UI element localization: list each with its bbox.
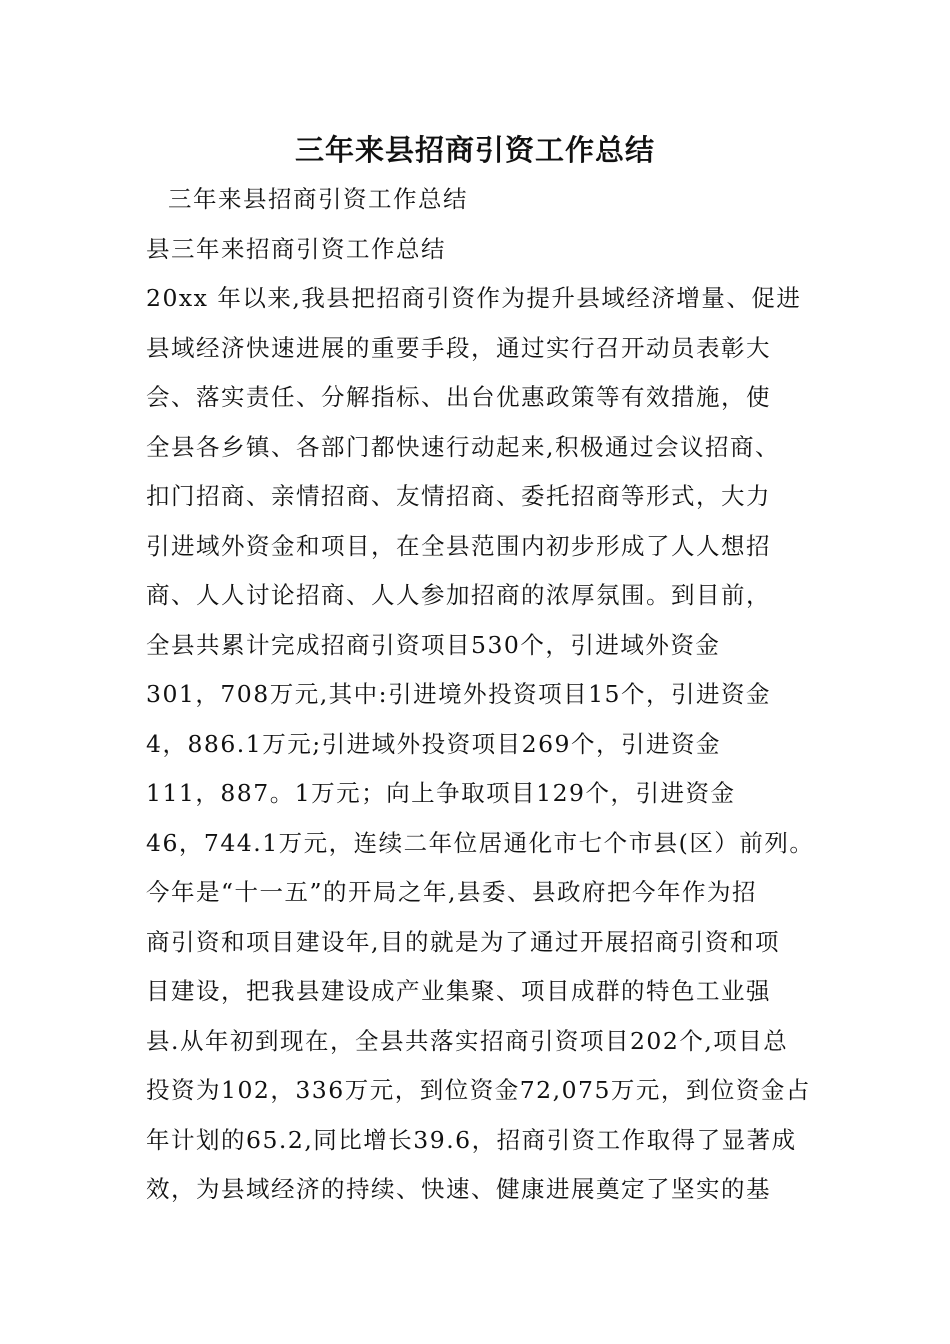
paragraph-line: 20xx 年以来,我县把招商引资作为提升县域经济增量、促进	[146, 284, 802, 312]
paragraph-line: 县.从年初到现在，全县共落实招商引资项目202个,项目总	[146, 1026, 789, 1055]
heading-line: 县三年来招商引资工作总结	[146, 234, 446, 263]
paragraph-line: 301，708万元,其中:引进境外投资项目15个，引进资金	[146, 680, 771, 708]
paragraph-line: 今年是“十一五”的开局之年,县委、县政府把今年作为招	[146, 878, 757, 906]
paragraph-line: 会、落实责任、分解指标、出台优惠政策等有效措施，使	[146, 383, 771, 411]
paragraph-line: 111，887。1万元；向上争取项目129个，引进资金	[146, 779, 736, 807]
paragraph-line: 年计划的65.2,同比增长39.6，招商引资工作取得了显著成	[146, 1125, 797, 1154]
paragraph-line: 商、人人讨论招商、人人参加招商的浓厚氛围。到目前，	[146, 581, 771, 609]
document-title: 三年来县招商引资工作总结	[294, 133, 655, 167]
paragraph-line: 县域经济快速进展的重要手段，通过实行召开动员表彰大	[146, 333, 771, 362]
paragraph-line: 4，886.1万元;引进域外投资项目269个，引进资金	[146, 729, 721, 758]
paragraph-line: 全县各乡镇、各部门都快速行动起来,积极通过会议招商、	[146, 432, 780, 461]
paragraph-line: 效，为县域经济的持续、快速、健康进展奠定了坚实的基	[146, 1175, 771, 1203]
paragraph-line: 引进域外资金和项目，在全县范围内初步形成了人人想招	[146, 531, 771, 560]
document-body	[146, 175, 816, 1215]
paragraph-line: 全县共累计完成招商引资项目530个，引进域外资金	[146, 630, 721, 659]
subtitle-line: 三年来县招商引资工作总结	[168, 185, 468, 213]
paragraph-line: 投资为102，336万元，到位资金72,075万元，到位资金占	[146, 1076, 811, 1104]
paragraph-line: 扣门招商、亲情招商、友情招商、委托招商等形式，大力	[146, 482, 771, 510]
paragraph-line: 商引资和项目建设年,目的就是为了通过开展招商引资和项	[146, 927, 780, 956]
paragraph-line: 46，744.1万元，连续二年位居通化市七个市县(区）前列。	[146, 828, 815, 857]
paragraph-line: 目建设，把我县建设成产业集聚、项目成群的特色工业强	[146, 977, 771, 1005]
